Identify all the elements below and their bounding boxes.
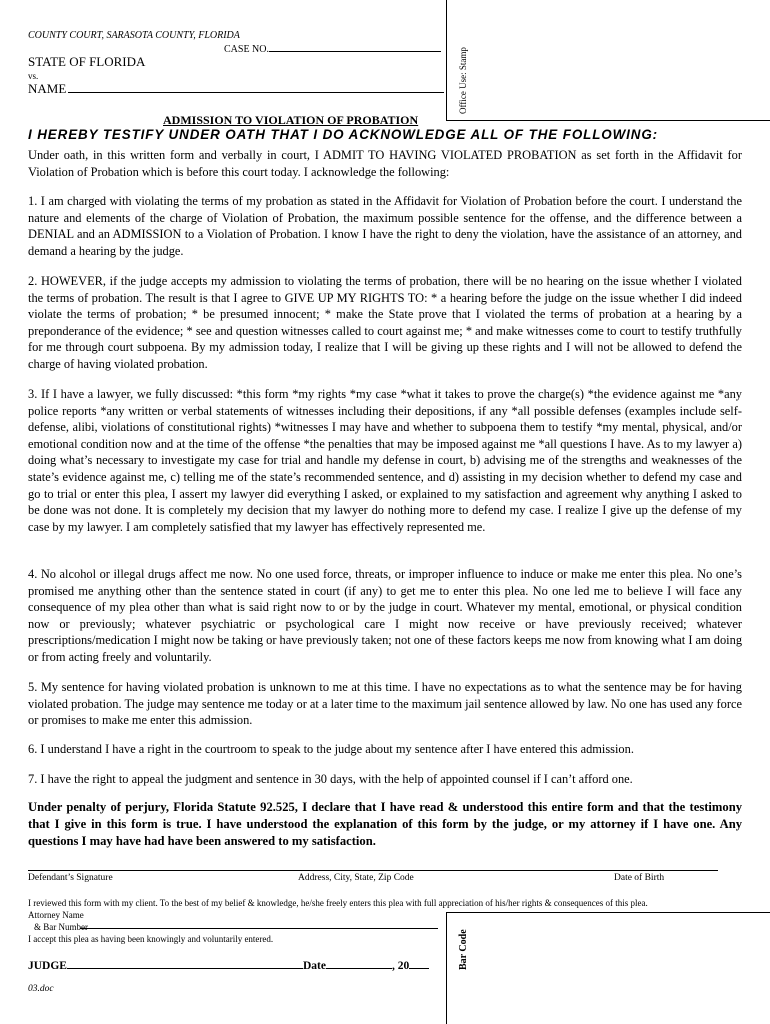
bar-code-label-wrap (458, 918, 472, 974)
versus-label: vs. (28, 71, 39, 81)
date-line[interactable] (326, 958, 392, 969)
paragraph-1: 1. I am charged with violating the terms of my probation as stated in the Affidavit for Violation of Probation before the court. I understand the nature and elements of the charge of Violation of Probation, the maximum possible sentence for the offense, and the difference between a DENIAL and an ADMISSION to a Violation of Probation. I know I have the right to deny the violation, have the assistance of an attorney, and demand a hearing by the judge. (28, 194, 742, 258)
office-stamp-label: Office Use: Stamp (458, 47, 468, 114)
paragraph-5: 5. My sentence for having violated probation is unknown to me at this time. I have no expectations as to what the sentence may be for having violated probation. The judge may sentence me today or at a later time to the maximum jail sentence allowed by law. No one has used any force or promises to make me enter this admission. (28, 680, 742, 728)
testify-heading: I HEREBY TESTIFY UNDER OATH THAT I DO ACKNOWLEDGE ALL OF THE FOLLOWING: (28, 127, 659, 142)
year-line[interactable] (409, 958, 429, 969)
plea-acceptance-statement: I accept this plea as having been knowingly and voluntarily entered. (28, 934, 274, 944)
paragraph-6: 6. I understand I have a right in the courtroom to speak to the judge about my sentence after I have entered this admission. (28, 742, 634, 756)
date-label: Date (302, 960, 326, 972)
case-number-label: CASE NO. (224, 44, 270, 55)
judge-signature-row (28, 958, 429, 972)
year-prefix: , 20 (391, 960, 410, 972)
paragraph-3: 3. If I have a lawyer, we fully discussed: *this form *my rights *my case *what it takes to prove the charge(s) *the evidence against me *any police reports *any written or verbal statements of witnesses including their depositions, if any *all possible defenses (examples include self-defense, alibi, violations of constitutional rights) *witnesses I may have and whether to subpoena them to testify *my mental, physical, and/or emotional condition now and at the time of the offense *the penalties that may be imposed against me *all questions I have. As to my lawyer a) doing what’s necessary to investigate my case for trial and handle my defense in court, b) advising me of the strengths and weaknesses of the state’s evidence against me, c) telling me of the state’s recommended sentence, and d) assisting in my decision whether to defend my case and go to trial or enter this plea, I assert my lawyer did everything I asked, or explained to my satisfaction and agreement why anything I asked to be done was not done. It is completely my decision that my lawyer do nothing more to defend my case. I realize I give up the defense of my case by my lawyer. I am completely satisfied that my lawyer has effectively represented me. (28, 387, 742, 534)
intro-paragraph: Under oath, in this written form and verbally in court, I ADMIT TO HAVING VIOLATED PROBATION as set forth in the Affidavit for Violation of Probation which is before this court today. I acknowledge the following: (28, 148, 742, 179)
bar-code-label: Bar Code (458, 929, 469, 970)
paragraph-7: 7. I have the right to appeal the judgment and sentence in 30 days, with the help of appointed counsel if I can’t afford one. (28, 772, 633, 786)
name-field (28, 81, 66, 97)
bar-number-label: & Bar Number (34, 922, 88, 932)
bar-code-box (446, 912, 770, 1024)
case-number-field (224, 42, 441, 55)
attorney-signature-line[interactable] (80, 928, 438, 929)
name-line (68, 92, 444, 93)
signature-line[interactable] (28, 870, 718, 871)
paragraph-4: 4. No alcohol or illegal drugs affect me now. No one used force, threats, or improper influence to induce or make me enter this plea. No one’s promised me anything other than the sentence stated in court (if any) to get me to enter this plea. No one led me to believe I will face any consequence of my plea other than what is said right now to or by the judge in court. Whatever my mental, emotional, or physical condition now or previously; whatever psychiatric or psychological care I might now receive or have previously received; whatever prescriptions/medication I might now be taking or have previously taken; not one of these factors keeps me now from knowing what I am doing or from acting freely and voluntarily. (28, 567, 743, 664)
penalty-declaration: Under penalty of perjury, Florida Statute 92.525, I declare that I have read & understood this entire form and that the testimony that I give in this form is true. I have understood the explanation of this form by the judge, or my attorney if I have one. Any questions I may have had have been answered to my satisfaction. (28, 800, 742, 848)
address-label: Address, City, State, Zip Code (298, 873, 414, 883)
name-label: NAME (28, 81, 67, 96)
document-id: 03.doc (28, 984, 54, 994)
paragraph-2: 2. HOWEVER, if the judge accepts my admission to violating the terms of probation, there will be no hearing on the issue whether I violated the terms of probation. The result is that I agree to GIVE UP MY RIGHTS TO: * a hearing before the judge on the issue whether I did indeed violate the terms of probation; * be presumed innocent; * make the State prove that I violated the terms of probation at a hearing by a preponderance of the evidence; * see and question witnesses called to court against me; * and make witnesses come to court to testify truthfully for me through court subpoena. By my admission today, I realize that I will be giving up these rights and I will not be allowed to defend the charge of having violated probation. (28, 274, 742, 371)
office-stamp-label-wrap (458, 18, 470, 118)
attorney-name-label: Attorney Name (28, 910, 84, 920)
office-stamp-box (446, 0, 770, 121)
date-of-birth-label: Date of Birth (614, 873, 665, 883)
court-name: COUNTY COURT, SARASOTA COUNTY, FLORIDA (28, 30, 240, 41)
judge-signature-line[interactable] (67, 958, 303, 969)
form-title: ADMISSION TO VIOLATION OF PROBATION (163, 113, 419, 127)
judge-label: JUDGE (28, 960, 67, 972)
state-label: STATE OF FLORIDA (28, 54, 146, 69)
defendant-signature-label: Defendant’s Signature (28, 873, 113, 883)
case-number-line (269, 42, 441, 52)
attorney-review-statement: I reviewed this form with my client. To the best of my belief & knowledge, he/she freely enters this plea with full appreciation of his/her rights & consequences of this plea. (28, 898, 648, 908)
